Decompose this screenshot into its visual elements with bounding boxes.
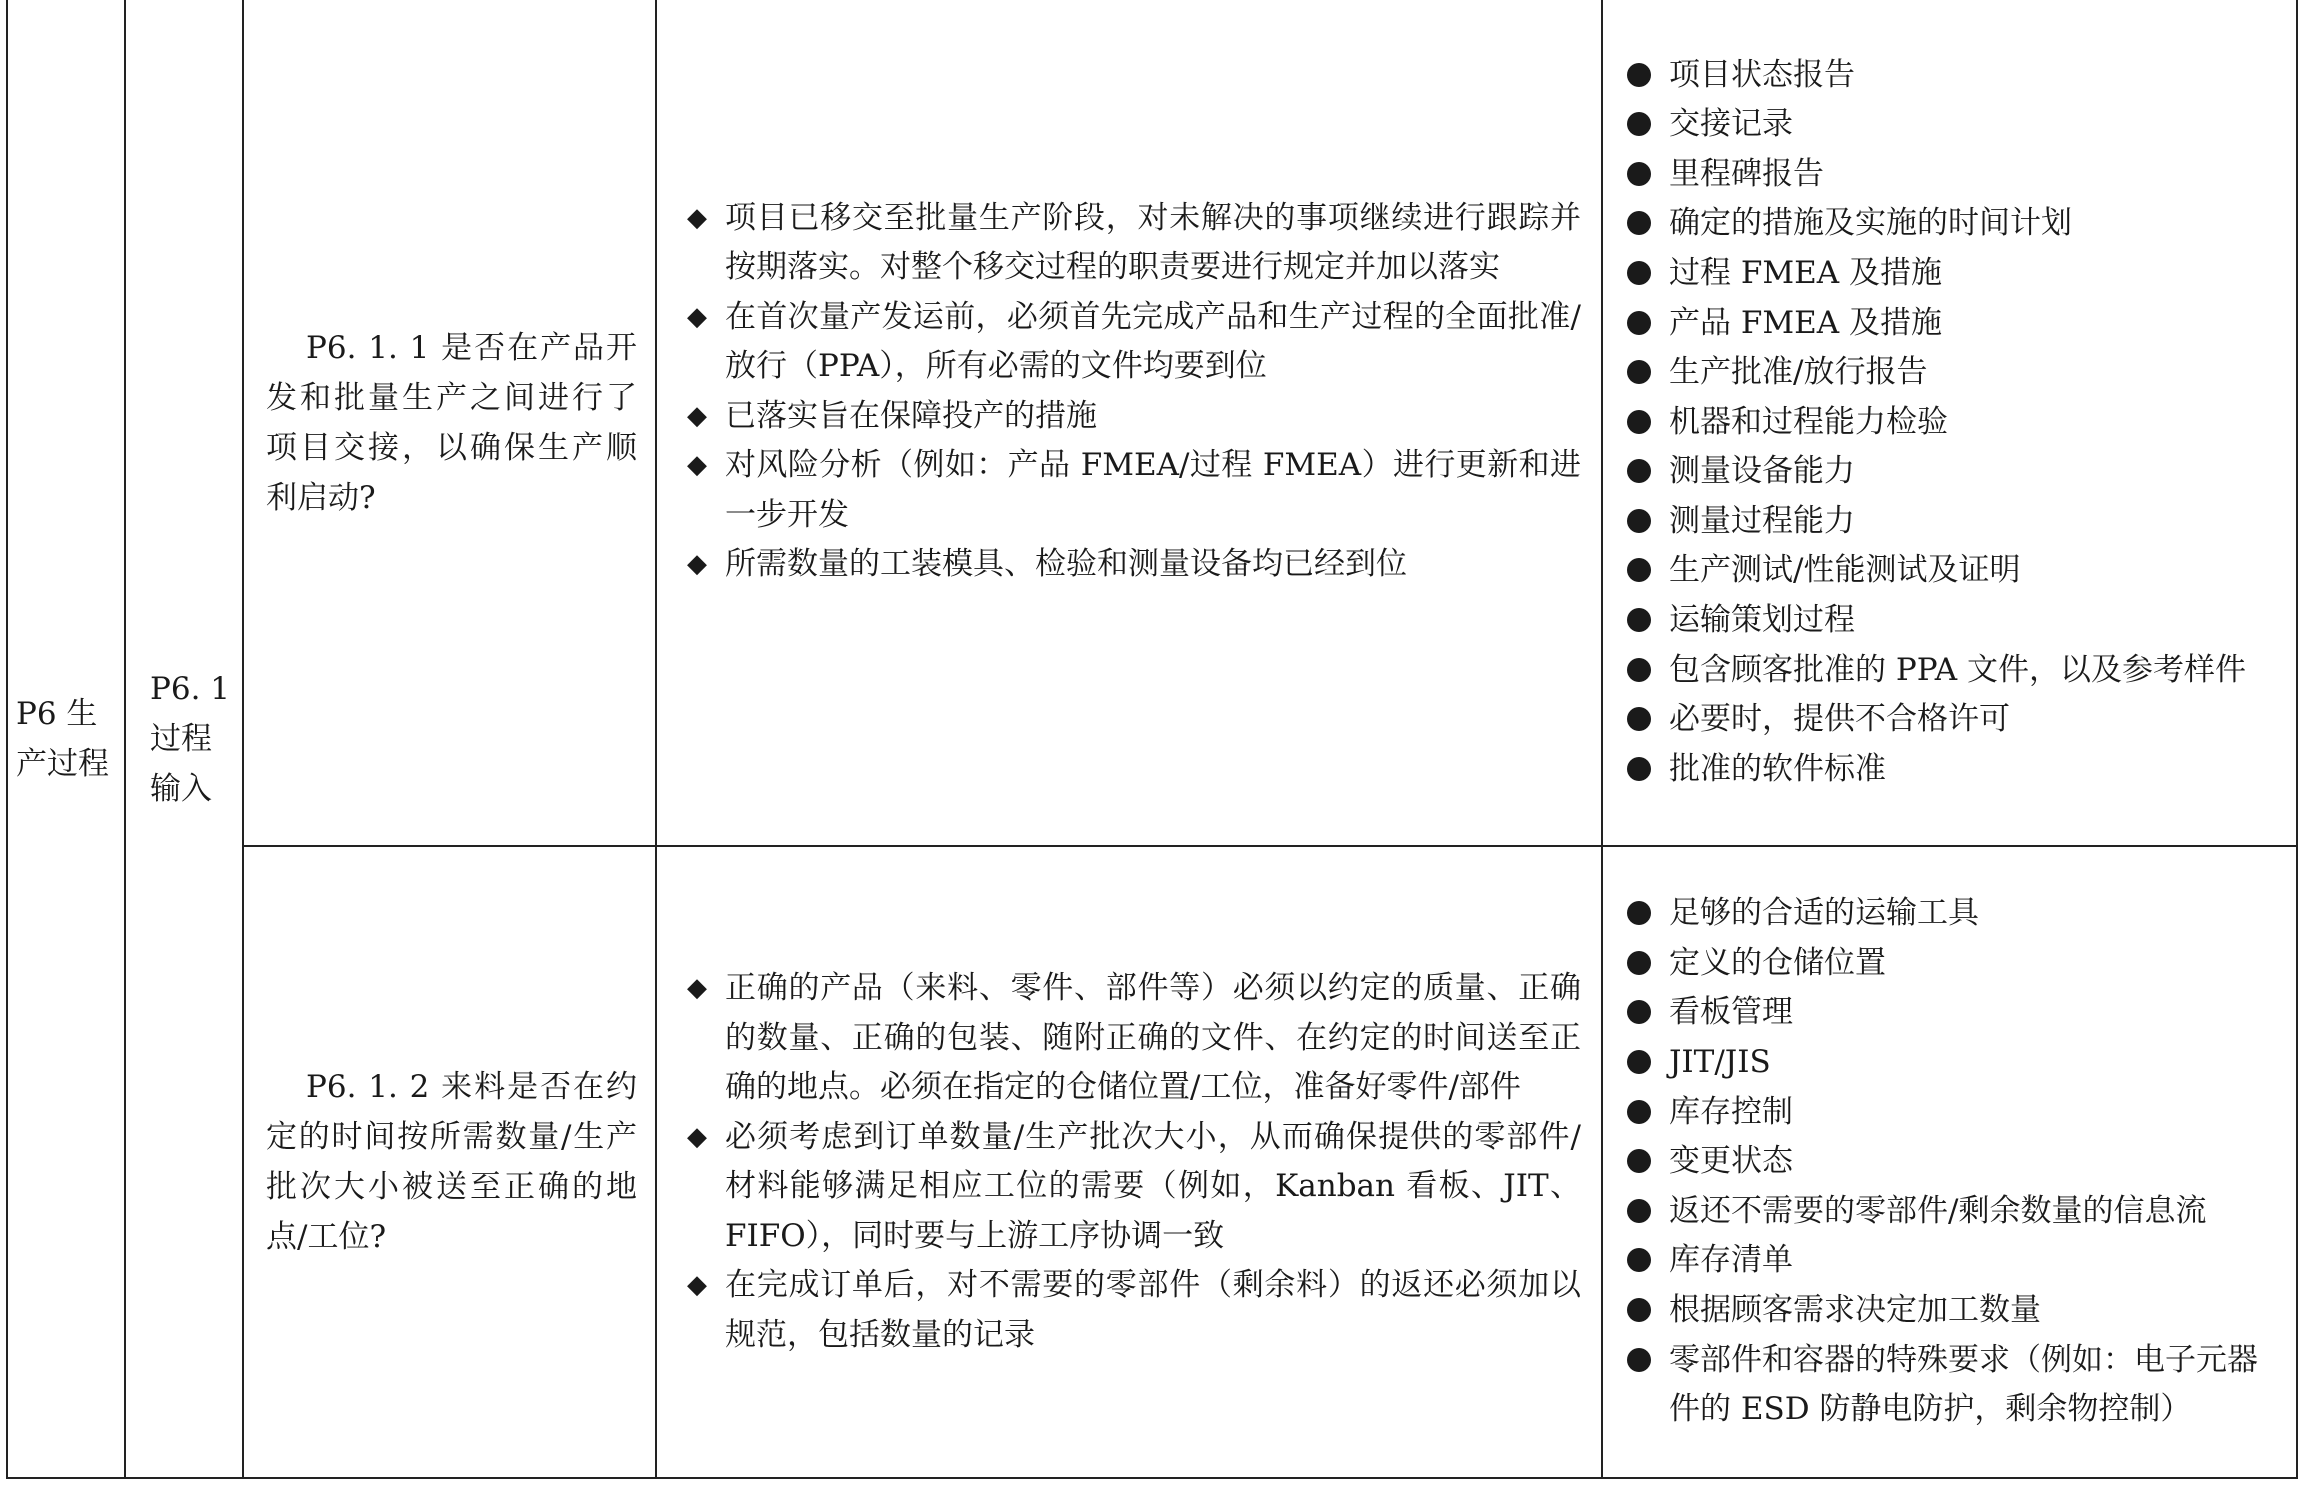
section-cell (7, 0, 125, 1478)
requirement-item (687, 194, 1581, 293)
evidence-text: 足够的合适的运输工具 (1669, 895, 1979, 932)
evidence-item (1627, 447, 2284, 497)
bullet-dot-icon (1627, 360, 1651, 384)
evidence-text: 必要时，提供不合格许可 (1669, 701, 2010, 738)
question-text: P6. 1. 1 是否在产品开发和批量生产之间进行了项目交接，以确保生产顺利启动? (266, 329, 637, 516)
requirement-item (687, 293, 1581, 392)
evidence-text: 交接记录 (1669, 106, 1793, 143)
evidence-text: 里程碑报告 (1669, 155, 1824, 192)
evidence-item (1627, 695, 2284, 745)
evidence-text: 批准的软件标准 (1669, 750, 1886, 787)
evidence-item (1627, 150, 2284, 200)
evidence-item (1627, 1286, 2284, 1336)
evidence-item (1627, 100, 2284, 150)
evidence-cell (1602, 846, 2297, 1478)
diamond-bullet-icon: ◆ (687, 450, 707, 480)
requirements-list (657, 964, 1601, 1360)
evidence-text: 确定的措施及实施的时间计划 (1669, 205, 2072, 242)
evidence-list (1603, 889, 2296, 1435)
requirement-text: 在首次量产发运前，必须首先完成产品和生产过程的全面批准/放行（PPA），所有必需的文件均要到位 (725, 298, 1581, 384)
requirement-item (687, 441, 1581, 540)
evidence-item (1627, 1236, 2284, 1286)
evidence-item (1627, 398, 2284, 448)
diamond-bullet-icon: ◆ (687, 301, 707, 332)
bullet-dot-icon (1627, 1000, 1651, 1024)
evidence-text: 包含顾客批准的 PPA 文件，以及参考样件 (1669, 651, 2246, 688)
bullet-dot-icon (1627, 658, 1651, 682)
bullet-dot-icon (1627, 1248, 1651, 1272)
subsection-label-line: P6. 1 (150, 670, 231, 707)
evidence-text: 生产测试/性能测试及证明 (1669, 552, 2021, 589)
evidence-list (1603, 51, 2296, 795)
evidence-text: 零部件和容器的特殊要求（例如：电子元器件的 ESD 防静电防护，剩余物控制） (1669, 1341, 2258, 1428)
evidence-item (1627, 1088, 2284, 1138)
bullet-dot-icon (1627, 608, 1651, 632)
requirement-item (687, 540, 1581, 590)
section-label-line: P6 生 (16, 695, 98, 732)
diamond-bullet-icon: ◆ (687, 1270, 707, 1300)
evidence-text: 定义的仓储位置 (1669, 944, 1886, 981)
diamond-bullet-icon: ◆ (687, 400, 707, 431)
bullet-dot-icon (1627, 162, 1651, 186)
question-cell (243, 846, 656, 1478)
evidence-text: 机器和过程能力检验 (1669, 403, 1948, 440)
evidence-text: 库存控制 (1669, 1093, 1793, 1130)
bullet-dot-icon (1627, 757, 1651, 781)
evidence-text: 生产批准/放行报告 (1669, 354, 1928, 391)
evidence-text: 项目状态报告 (1669, 56, 1855, 93)
bullet-dot-icon (1627, 558, 1651, 582)
bullet-dot-icon (1627, 410, 1651, 434)
table-row (7, 846, 2297, 1478)
audit-table (6, 0, 2298, 1479)
requirement-item (687, 964, 1581, 1113)
requirement-item (687, 1113, 1581, 1262)
evidence-item (1627, 889, 2284, 939)
evidence-text: 过程 FMEA 及措施 (1669, 254, 1942, 291)
evidence-text: 变更状态 (1669, 1143, 1793, 1180)
evidence-item (1627, 939, 2284, 989)
evidence-item (1627, 596, 2284, 646)
evidence-item (1627, 1038, 2284, 1088)
bullet-dot-icon (1627, 1348, 1651, 1372)
subsection-label-line: 输入 (150, 770, 212, 807)
evidence-item (1627, 497, 2284, 547)
bullet-dot-icon (1627, 1050, 1651, 1074)
evidence-text: 看板管理 (1669, 994, 1793, 1031)
evidence-item (1627, 199, 2284, 249)
requirement-item (687, 392, 1581, 442)
requirement-text: 正确的产品（来料、零件、部件等）必须以约定的质量、正确的数量、正确的包装、随附正确的文件、在约定的时间送至正确的地点。必须在指定的仓储位置/工位，准备好零件/部件 (725, 970, 1581, 1105)
subsection-label (126, 664, 242, 814)
evidence-cell (1602, 0, 2297, 846)
bullet-dot-icon (1627, 211, 1651, 235)
bullet-dot-icon (1627, 1100, 1651, 1124)
section-label-line: 产过程 (16, 745, 109, 782)
requirement-text: 在完成订单后，对不需要的零部件（剩余料）的返还必须加以规范，包括数量的记录 (725, 1267, 1581, 1353)
diamond-bullet-icon: ◆ (687, 973, 707, 1003)
evidence-text: 测量设备能力 (1669, 453, 1855, 490)
bullet-dot-icon (1627, 459, 1651, 483)
requirement-text: 所需数量的工装模具、检验和测量设备均已经到位 (725, 546, 1407, 582)
bullet-dot-icon (1627, 1199, 1651, 1223)
diamond-bullet-icon: ◆ (687, 1121, 707, 1152)
diamond-bullet-icon: ◆ (687, 202, 707, 233)
bullet-dot-icon (1627, 261, 1651, 285)
diamond-bullet-icon: ◆ (687, 549, 707, 579)
requirements-cell (656, 0, 1602, 846)
evidence-item (1627, 1137, 2284, 1187)
requirement-text: 项目已移交至批量生产阶段，对未解决的事项继续进行跟踪并按期落实。对整个移交过程的职责要进行规定并加以落实 (725, 199, 1581, 285)
evidence-item (1627, 299, 2284, 349)
evidence-text: 返还不需要的零部件/剩余数量的信息流 (1669, 1192, 2207, 1229)
bullet-dot-icon (1627, 63, 1651, 87)
bullet-dot-icon (1627, 951, 1651, 975)
evidence-text: 库存清单 (1669, 1242, 1793, 1279)
bullet-dot-icon (1627, 1298, 1651, 1322)
bullet-dot-icon (1627, 1149, 1651, 1173)
requirement-item (687, 1261, 1581, 1360)
requirements-cell (656, 846, 1602, 1478)
question-cell (243, 0, 656, 846)
requirement-text: 必须考虑到订单数量/生产批次大小，从而确保提供的零部件/材料能够满足相应工位的需要（例如，Kanban 看板、JIT、FIFO），同时要与上游工序协调一致 (725, 1118, 1581, 1254)
evidence-item (1627, 745, 2284, 795)
bullet-dot-icon (1627, 901, 1651, 925)
bullet-dot-icon (1627, 509, 1651, 533)
evidence-item (1627, 348, 2284, 398)
evidence-text: 根据顾客需求决定加工数量 (1669, 1291, 2041, 1328)
evidence-item (1627, 51, 2284, 101)
requirement-text: 对风险分析（例如：产品 FMEA/过程 FMEA）进行更新和进一步开发 (725, 447, 1581, 533)
evidence-item (1627, 1336, 2284, 1435)
evidence-text: 运输策划过程 (1669, 602, 1855, 639)
subsection-label-line: 过程 (150, 720, 212, 757)
bullet-dot-icon (1627, 311, 1651, 335)
table-row (7, 0, 2297, 846)
requirements-list (657, 194, 1601, 590)
evidence-item (1627, 646, 2284, 696)
section-label (8, 689, 124, 789)
evidence-item (1627, 546, 2284, 596)
evidence-text: 产品 FMEA 及措施 (1669, 304, 1942, 341)
bullet-dot-icon (1627, 707, 1651, 731)
bullet-dot-icon (1627, 112, 1651, 136)
evidence-item (1627, 988, 2284, 1038)
evidence-text: JIT/JIS (1669, 1044, 1771, 1081)
requirement-text: 已落实旨在保障投产的措施 (725, 397, 1097, 434)
evidence-item (1627, 249, 2284, 299)
question-text: P6. 1. 2 来料是否在约定的时间按所需数量/生产批次大小被送至正确的地点/工位? (266, 1069, 637, 1255)
evidence-item (1627, 1187, 2284, 1237)
subsection-cell (125, 0, 243, 1478)
evidence-text: 测量过程能力 (1669, 502, 1855, 539)
